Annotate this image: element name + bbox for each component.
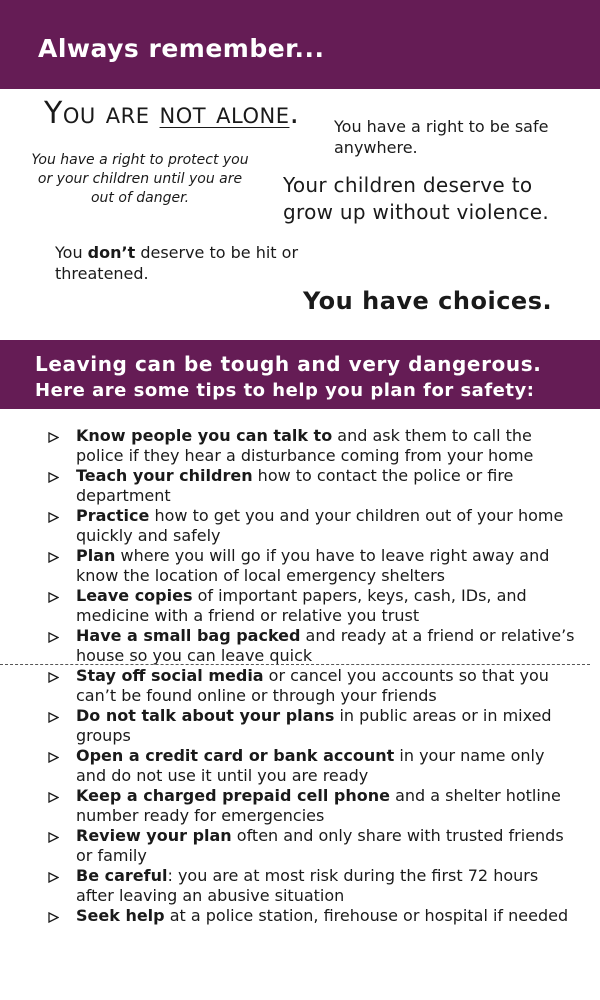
tip-text: or cancel you accounts so that you can’t be found online or through your friends <box>76 666 549 705</box>
tip-text: of important papers, keys, cash, IDs, and medicine with a friend or relative you trust <box>76 586 527 625</box>
deserve-prefix: You <box>55 243 88 262</box>
not-alone-emphasis: not alone <box>159 96 290 131</box>
tip-heading: Teach your children <box>76 466 253 485</box>
tip-item <box>48 426 578 466</box>
tip-heading: Plan <box>76 546 116 565</box>
tip-item <box>48 906 578 926</box>
tip-heading: Know people you can talk to <box>76 426 333 445</box>
tip-item <box>48 786 578 826</box>
tip-heading: Do not talk about your plans <box>76 706 335 725</box>
tip-item <box>48 506 578 546</box>
tip-text: in your name only and do not use it until you are ready <box>76 746 545 785</box>
triangle-right-outline-icon <box>48 632 59 643</box>
tip-text: and a shelter hotline number ready for emergencies <box>76 786 561 825</box>
section-subheading: Here are some tips to help you plan for safety: <box>35 380 535 401</box>
tip-heading: Open a credit card or bank account <box>76 746 395 765</box>
tip-heading: Be careful <box>76 866 168 885</box>
tip-item <box>48 466 578 506</box>
triangle-right-outline-icon <box>48 592 59 603</box>
triangle-right-outline-icon <box>48 752 59 763</box>
tips-list <box>48 426 578 926</box>
tip-text: how to contact the police or fire department <box>76 466 514 505</box>
not-alone-suffix: . <box>289 96 300 131</box>
deserve-suffix: deserve to be hit or threatened. <box>55 243 299 283</box>
tip-text: where you will go if you have to leave right away and know the location of local emergency shelters <box>76 546 550 585</box>
dashed-divider <box>0 664 590 665</box>
tip-heading: Review your plan <box>76 826 232 845</box>
tip-item <box>48 586 578 626</box>
tip-text: and ask them to call the police if they hear a disturbance coming from your home <box>76 426 534 465</box>
triangle-right-outline-icon <box>48 912 59 923</box>
affirmation-protect: You have a right to protect you or your children until you are out of danger. <box>31 152 249 206</box>
triangle-right-outline-icon <box>48 672 59 683</box>
tip-heading: Stay off social media <box>76 666 264 685</box>
tip-item <box>48 666 578 706</box>
section-banner <box>0 340 600 409</box>
tip-text: how to get you and your children out of your home quickly and safely <box>76 506 564 545</box>
tip-heading: Practice <box>76 506 150 525</box>
affirmation-deserve <box>55 242 315 284</box>
tip-item <box>48 546 578 586</box>
tip-text: and ready at a friend or relative’s house so you can leave quick <box>76 626 575 665</box>
tip-heading: Leave copies <box>76 586 193 605</box>
not-alone-prefix: You are <box>44 96 160 131</box>
triangle-right-outline-icon <box>48 832 59 843</box>
triangle-right-outline-icon <box>48 872 59 883</box>
triangle-right-outline-icon <box>48 792 59 803</box>
affirmation-children: Your children deserve to grow up without violence. <box>283 173 550 224</box>
tip-item <box>48 706 578 746</box>
triangle-right-outline-icon <box>48 712 59 723</box>
tip-text: at a police station, firehouse or hospital if needed <box>164 906 569 925</box>
tip-item <box>48 746 578 786</box>
affirmation-not-alone <box>44 96 300 131</box>
tip-heading: Keep a charged prepaid cell phone <box>76 786 391 805</box>
affirmation-choices: You have choices. <box>303 287 553 315</box>
affirmation-safe: You have a right to be safe anywhere. <box>334 117 549 157</box>
triangle-right-outline-icon <box>48 432 59 443</box>
page-title: Always remember... <box>38 34 325 63</box>
triangle-right-outline-icon <box>48 552 59 563</box>
section-heading: Leaving can be tough and very dangerous. <box>35 352 542 376</box>
tip-item <box>48 866 578 906</box>
tip-text: : you are at most risk during the first 72 hours after leaving an abusive situation <box>76 866 539 905</box>
triangle-right-outline-icon <box>48 512 59 523</box>
tip-heading: Seek help <box>76 906 165 925</box>
tip-text: in public areas or in mixed groups <box>76 706 552 745</box>
tip-text: often and only share with trusted friends or family <box>76 826 564 865</box>
tip-item <box>48 626 578 666</box>
triangle-right-outline-icon <box>48 472 59 483</box>
tip-heading: Have a small bag packed <box>76 626 301 645</box>
header-banner <box>0 0 600 89</box>
tip-item <box>48 826 578 866</box>
deserve-bold: don’t <box>87 243 136 262</box>
